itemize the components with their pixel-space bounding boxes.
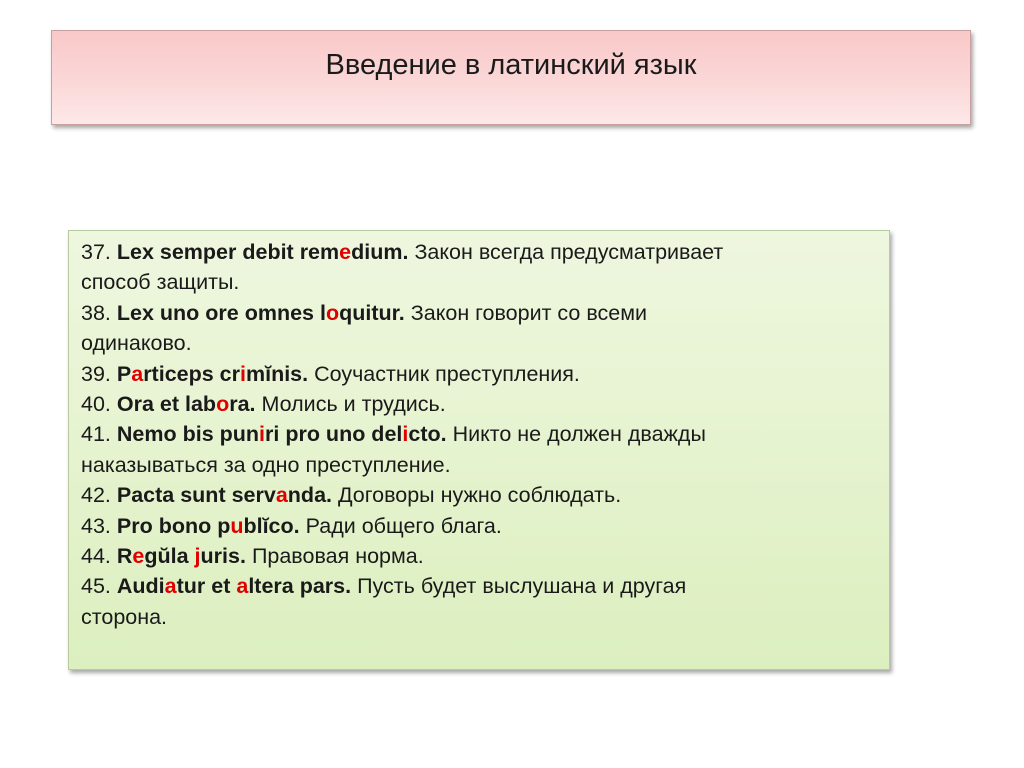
- latin-phrase: Lex uno ore omnes loquitur.: [116, 300, 405, 325]
- translation: Соучастник преступления.: [314, 361, 580, 386]
- stress-vowel: e: [132, 543, 145, 568]
- latin-phrase: Ora et labora.: [116, 391, 256, 416]
- entry-41-line-2: [81, 450, 879, 480]
- translation: Никто не должен дважды: [452, 422, 706, 447]
- latin-phrase: Nemo bis puniri pro uno delicto.: [116, 422, 447, 447]
- stress-vowel: a: [131, 361, 144, 386]
- entry-number: 44.: [81, 543, 111, 568]
- translation: Договоры нужно соблюдать.: [337, 483, 622, 508]
- translation: наказываться за одно преступление.: [81, 452, 451, 477]
- entry-40: [81, 389, 879, 419]
- slide-title: Введение в латинский язык: [325, 49, 697, 81]
- translation: сторона.: [81, 604, 168, 629]
- entry-number: 43.: [81, 513, 111, 538]
- stress-vowel: o: [325, 300, 340, 325]
- stress-vowel: i: [259, 422, 266, 447]
- entry-38-line-1: [81, 298, 879, 328]
- translation: Закон всегда предусматривает: [414, 240, 724, 264]
- stress-vowel: j: [194, 543, 201, 568]
- stress-vowel: u: [230, 513, 244, 538]
- entry-43: [81, 511, 879, 541]
- stress-vowel: a: [236, 574, 249, 599]
- entry-number: 37.: [81, 240, 111, 264]
- entry-38-line-2: [81, 328, 879, 358]
- latin-phrase: Regŭla juris.: [116, 543, 246, 568]
- latin-phrase: Lex semper debit remedium.: [116, 240, 409, 264]
- stress-vowel: o: [216, 391, 230, 416]
- entry-45-line-1: [81, 571, 879, 601]
- latin-phrase: Particeps crimĭnis.: [116, 361, 309, 386]
- entry-44: [81, 541, 879, 571]
- latin-phrase: Pacta sunt servanda.: [116, 483, 332, 508]
- translation: Пусть будет выслушана и другая: [357, 574, 687, 599]
- translation: Закон говорит со всеми: [410, 300, 648, 325]
- stress-vowel: a: [275, 483, 288, 508]
- entry-37-line-2: [81, 267, 879, 297]
- stress-vowel: i: [240, 361, 246, 386]
- content-box: [68, 230, 890, 670]
- entry-number: 41.: [81, 422, 111, 447]
- latin-phrase: Audiatur et altera pars.: [116, 574, 352, 599]
- entry-45-line-2: [81, 602, 879, 632]
- translation: Ради общего блага.: [305, 513, 502, 538]
- latin-phrase: Pro bono publĭco.: [116, 513, 300, 538]
- translation: Правовая норма.: [251, 543, 424, 568]
- entry-number: 38.: [81, 300, 111, 325]
- stress-vowel: a: [164, 574, 177, 599]
- entry-39: [81, 359, 879, 389]
- entry-number: 45.: [81, 574, 111, 599]
- entry-number: 39.: [81, 361, 111, 386]
- stress-vowel: i: [402, 422, 409, 447]
- translation: одинаково.: [81, 331, 192, 356]
- entry-41-line-1: [81, 419, 879, 449]
- entry-37-line-1: [81, 237, 879, 267]
- translation: способ защиты.: [81, 270, 240, 295]
- stress-vowel: e: [339, 240, 352, 264]
- entry-number: 40.: [81, 391, 111, 416]
- entry-42: [81, 480, 879, 510]
- translation: Молись и трудись.: [261, 391, 446, 416]
- title-box: [51, 30, 971, 125]
- entry-number: 42.: [81, 483, 111, 508]
